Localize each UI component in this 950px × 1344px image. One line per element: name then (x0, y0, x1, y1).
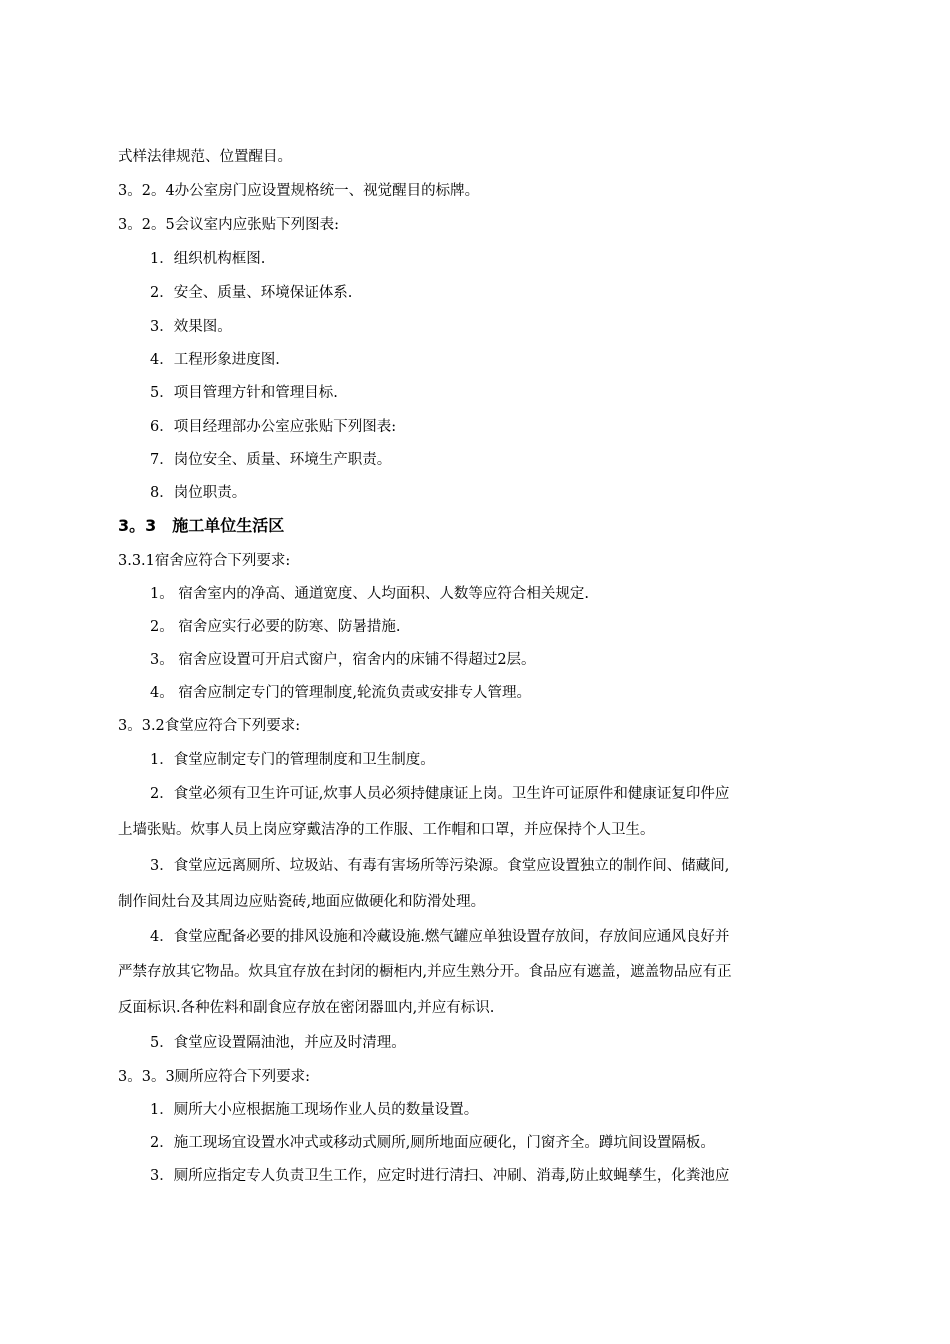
list-item: 5．项目管理方针和管理目标. (150, 385, 338, 401)
list-item: 6．项目经理部办公室应张贴下列图表: (150, 419, 397, 435)
list-item: 1．组织机构框图. (150, 251, 266, 267)
clause-3-3-2: 3。3.2食堂应符合下列要求: (118, 718, 301, 734)
text-line: 式样法律规范、位置醒目。 (118, 149, 292, 165)
text-line: 制作间灶台及其周边应贴瓷砖,地面应做硬化和防滑处理。 (118, 894, 486, 910)
list-item: 2．食堂必须有卫生许可证,炊事人员必须持健康证上岗。卫生许可证原件和健康证复印件应 (150, 786, 730, 802)
list-item: 3．厕所应指定专人负责卫生工作，应定时进行清扫、冲刷、消毒,防止蚊蝇孳生，化粪池应 (150, 1168, 730, 1184)
text-line: 上墙张贴。炊事人员上岗应穿戴洁净的工作服、工作帽和口罩，并应保持个人卫生。 (118, 822, 655, 838)
list-item: 2．安全、质量、环境保证体系. (150, 285, 353, 301)
list-item: 7．岗位安全、质量、环境生产职责。 (150, 452, 392, 468)
list-item: 3。 宿舍应设置可开启式窗户，宿舍内的床铺不得超过2层。 (150, 652, 536, 668)
list-item: 1．食堂应制定专门的管理制度和卫生制度。 (150, 752, 435, 768)
list-item: 4．工程形象进度图. (150, 352, 280, 368)
clause-3-2-4: 3。2。4办公室房门应设置规格统一、视觉醒目的标牌。 (118, 183, 480, 199)
list-item: 1。 宿舍室内的净高、通道宽度、人均面积、人数等应符合相关规定. (150, 586, 589, 602)
section-heading-3-3: 3。3 施工单位生活区 (118, 516, 285, 535)
clause-3-3-1: 3.3.1宿舍应符合下列要求: (118, 553, 291, 569)
list-item: 5．食堂应设置隔油池，并应及时清理。 (150, 1035, 406, 1051)
list-item: 3．效果图。 (150, 319, 232, 335)
list-item: 2。 宿舍应实行必要的防寒、防暑措施. (150, 619, 401, 635)
text-line: 严禁存放其它物品。炊具宜存放在封闭的橱柜内,并应生熟分开。食品应有遮盖，遮盖物品应有正 (118, 964, 732, 980)
text-line: 反面标识.各种佐料和副食应存放在密闭器皿内,并应有标识. (118, 1000, 495, 1016)
clause-3-2-5: 3。2。5会议室内应张贴下列图表: (118, 217, 340, 233)
list-item: 8．岗位职责。 (150, 485, 247, 501)
list-item: 4。 宿舍应制定专门的管理制度,轮流负责或安排专人管理。 (150, 685, 531, 701)
list-item: 3．食堂应远离厕所、垃圾站、有毒有害场所等污染源。食堂应设置独立的制作间、储藏间, (150, 858, 730, 874)
list-item: 1．厕所大小应根据施工现场作业人员的数量设置。 (150, 1102, 479, 1118)
list-item: 4．食堂应配备必要的排风设施和冷藏设施.燃气罐应单独设置存放间，存放间应通风良好并 (150, 929, 730, 945)
clause-3-3-3: 3。3。3厕所应符合下列要求: (118, 1069, 311, 1085)
list-item: 2．施工现场宜设置水冲式或移动式厕所,厕所地面应硬化，门窗齐全。蹲坑间设置隔板。 (150, 1135, 715, 1151)
